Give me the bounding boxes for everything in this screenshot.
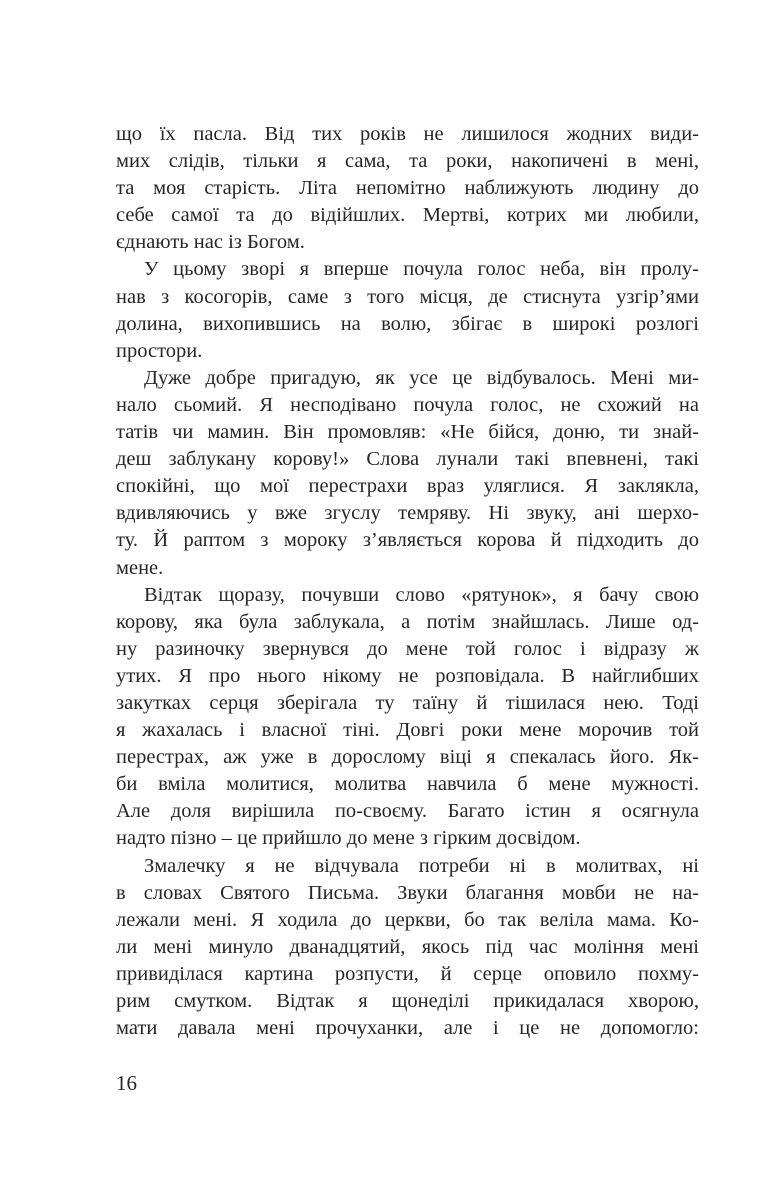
text-line: простори.	[116, 339, 203, 362]
text-line: себе самої та до відійшлих. Мертві, котрих ми любили,	[116, 204, 699, 227]
text-line: деш заблукану корову!» Слова лунали такі впевнені, такі	[116, 448, 699, 471]
text-line: надто пізно – це прийшло до мене з гірким досвідом.	[116, 827, 581, 850]
text-line: утих. Я про нього нікому не розповідала. В найглибших	[116, 664, 699, 687]
text-line: ли мені минуло дванадцятий, якось під час моління мені	[116, 935, 699, 958]
text-line: мати давала мені прочуханки, але і це не допомогло:	[116, 1017, 699, 1040]
text-line: татів чи мамин. Він промовляв: «Не бійся, доню, ти знай-	[116, 421, 699, 444]
text-line: закутках серця зберігала ту таїну й тішилася нею. Тоді	[116, 691, 699, 714]
text-line: вдивляючись у вже згуслу темряву. Ні звуку, ані шерхо-	[116, 502, 699, 525]
text-line: рим смутком. Відтак я щонеділі прикидалася хворою,	[116, 990, 699, 1012]
paragraph	[116, 853, 699, 1043]
text-line: мих слідів, тільки я сама, та роки, накопичені в мені,	[116, 150, 699, 173]
text-line: Дуже добре пригадую, як усе це відбувалось. Мені ми-	[144, 366, 699, 389]
text-line: би вміла молитися, молитва навчила б мене мужності.	[116, 773, 699, 796]
text-line: лежали мені. Я ходила до церкви, бо так веліла мама. Ко-	[116, 908, 699, 931]
text-line: та моя старість. Літа непомітно наближують людину до	[116, 177, 699, 200]
text-line: У цьому зворі я вперше почула голос неба, він пролу-	[144, 258, 699, 281]
text-line: в словах Святого Письма. Звуки благання мовби не на-	[116, 881, 699, 904]
text-line: ну разиночку звернувся до мене той голос і відразу ж	[116, 637, 699, 660]
text-line: нало сьомий. Я несподівано почула голос, не схожий на	[116, 393, 699, 416]
paragraph	[116, 582, 699, 853]
text-line: мене.	[116, 556, 164, 579]
text-line: я жахалась і власної тіні. Довгі роки мене морочив той	[116, 719, 699, 742]
text-line: Відтак щоразу, почувши слово «рятунок», я бачу свою	[144, 583, 699, 606]
text-line: Змалечку я не відчувала потреби ні в молитвах, ні	[144, 854, 699, 877]
text-line: єднають нас із Богом.	[116, 231, 305, 254]
text-line: корову, яка була заблукала, а потім знайшлась. Лише од-	[116, 610, 699, 633]
text-line: долина, вихопившись на волю, збігає в широкі розлогі	[116, 312, 699, 335]
paragraph	[116, 256, 699, 364]
text-line: Але доля вирішила по-своєму. Багато істин я осягнула	[116, 800, 699, 823]
page-number: 16	[116, 1071, 137, 1095]
paragraph	[116, 365, 699, 582]
text-line: що їх пасла. Від тих років не лишилося жодних види-	[116, 123, 699, 145]
paragraph	[116, 121, 699, 256]
text-line: ту. Й раптом з мороку з’являється корова й підходить до	[116, 529, 699, 552]
text-line: привиділася картина розпусти, й серце оповило похму-	[116, 962, 699, 985]
page-body	[116, 121, 699, 1042]
text-line: спокійні, що мої перестрахи враз уляглися. Я заклякла,	[116, 475, 699, 498]
text-line: нав з косогорів, саме з того місця, де стиснута узгір’ями	[116, 285, 699, 308]
text-line: перестрах, аж уже в дорослому віці я спекалась його. Як-	[116, 746, 699, 769]
